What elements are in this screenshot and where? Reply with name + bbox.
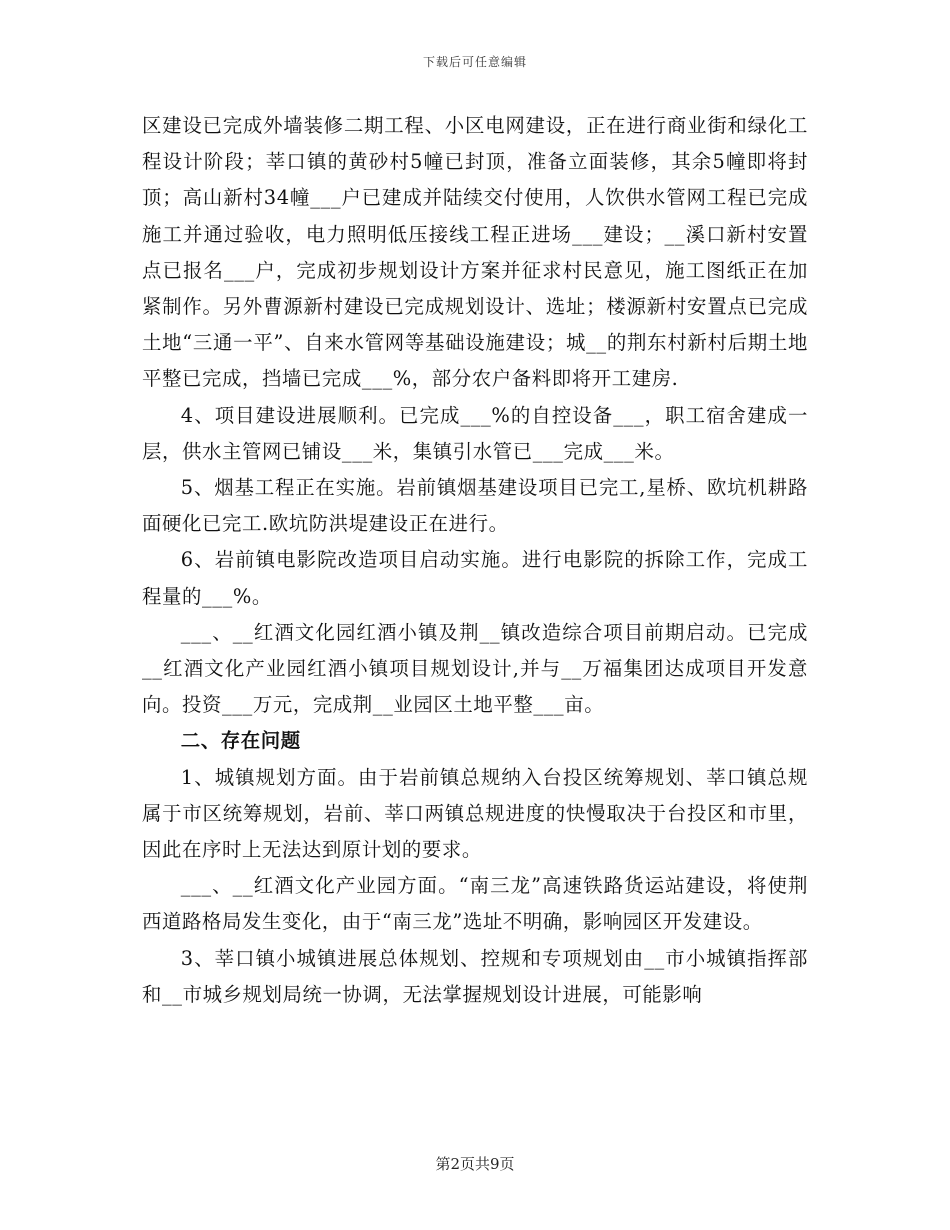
paragraph-problem-1: 1、城镇规划方面。由于岩前镇总规纳入台投区统筹规划、莘口镇总规属于市区统筹规划，岩前、莘口两镇总规进度的快慢取决于台投区和市里，因此在序时上无法达到原计划的要求。 [142, 765, 808, 862]
page-header: 下载后可任意编辑 [422, 55, 527, 69]
paragraph-item-4: 4、项目建设进展顺利。已完成___%的自控设备___，职工宿舍建成一层，供水主管网已铺设___米，集镇引水管已___完成___米。 [142, 403, 808, 463]
paragraph-item-7: ___、__红酒文化园红酒小镇及荆__镇改造综合项目前期启动。已完成__红酒文化产业园红酒小镇项目规划设计,并与__万福集团达成项目开发意向。投资___万元，完成荆__业园区土地平整___亩。 [142, 620, 808, 717]
page-number: 第2页共9页 [435, 1155, 515, 1173]
paragraph-problem-2: ___、__红酒文化产业园方面。“南三龙”高速铁路货运站建设，将使荆西道路格局发生变化，由于“南三龙”选址不明确，影响园区开发建设。 [142, 874, 808, 934]
paragraph-continuation: 区建设已完成外墙装修二期工程、小区电网建设，正在进行商业街和绿化工程设计阶段；莘口镇的黄砂村5幢已封顶，准备立面装修，其余5幢即将封顶；高山新村34幢___户已建成并陆续交付使用，人饮供水管网工程已完成施工并通过验收，电力照明低压接线工程正进场___建设；__溪口新村安置点已报名___户，完成初步规划设计方案并征求村民意见，施工图纸正在加紧制作。另外曹源新村建设已完成规划设计、选址；楼源新村安置点已完成土地“三通一平”、自来水管网等基础设施建设；城__的荆东村新村后期土地平整已完成，挡墙已完成___%，部分农户备料即将开工建房. [142, 114, 808, 391]
paragraph-item-6: 6、岩前镇电影院改造项目启动实施。进行电影院的拆除工作，完成工程量的___%。 [142, 548, 808, 608]
section-heading-problems: 二、存在问题 [180, 729, 301, 753]
paragraph-item-5: 5、烟基工程正在实施。岩前镇烟基建设项目已完工,星桥、欧坑机耕路面硬化已完工.欧坑防洪堤建设正在进行。 [142, 476, 808, 536]
document-body [142, 108, 808, 1013]
paragraph-problem-3: 3、莘口镇小城镇进展总体规划、控规和专项规划由__市小城镇指挥部和__市城乡规划局统一协调，无法掌握规划设计进展，可能影响 [142, 946, 808, 1006]
